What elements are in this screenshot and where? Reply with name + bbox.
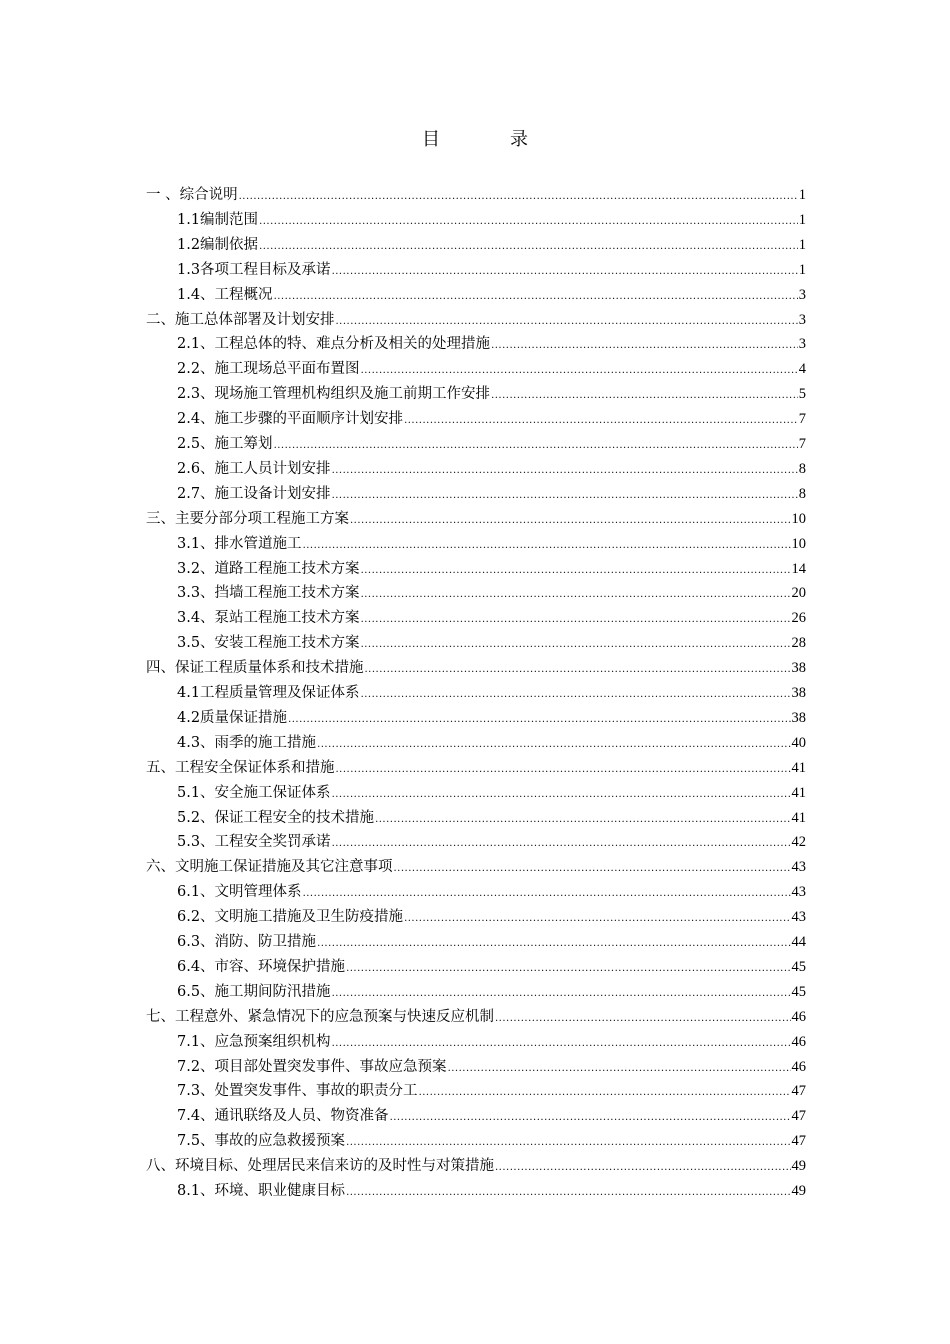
dot-leader xyxy=(375,808,790,832)
toc-entry[interactable] xyxy=(177,332,806,356)
toc-entry-label: 五、工程安全保证体系和措施 xyxy=(146,759,335,776)
toc-entry-page-number: 26 xyxy=(791,610,806,627)
toc-entry-label: 3.2、道路工程施工技术方案 xyxy=(177,560,360,577)
toc-entry[interactable] xyxy=(177,432,806,456)
toc-entry-page-number: 38 xyxy=(791,660,806,677)
toc-entry[interactable] xyxy=(177,283,806,307)
toc-entry[interactable] xyxy=(146,855,806,879)
dot-leader xyxy=(259,235,798,259)
toc-entry[interactable] xyxy=(177,1104,806,1128)
dot-leader xyxy=(336,758,791,782)
toc-entry-page-number: 1 xyxy=(798,187,806,203)
toc-entry[interactable] xyxy=(177,382,806,406)
dot-leader xyxy=(332,484,798,508)
toc-entry[interactable] xyxy=(177,681,806,705)
toc-entry-label: 7.2、项目部处置突发事件、事故应急预案 xyxy=(177,1058,447,1075)
toc-entry[interactable] xyxy=(177,706,806,730)
toc-entry-page-number: 8 xyxy=(798,460,806,477)
toc-entry-page-number: 38 xyxy=(791,685,806,701)
toc-entry-label: 二、施工总体部署及计划安排 xyxy=(146,311,335,328)
toc-entry-label: 1.1编制范围 xyxy=(177,211,259,228)
dot-leader xyxy=(288,708,790,732)
toc-entry-label: 6.2、文明施工措施及卫生防疫措施 xyxy=(177,909,404,926)
dot-leader xyxy=(404,409,798,433)
toc-entry-label: 1.4、工程概况 xyxy=(177,286,273,303)
toc-entry[interactable] xyxy=(177,905,806,929)
toc-entry-page-number: 47 xyxy=(791,1083,806,1100)
toc-entry-label: 八、环境目标、处理居民来信来访的及时性与对策措施 xyxy=(146,1158,494,1175)
dot-leader xyxy=(332,459,798,483)
toc-entry-label: 2.4、施工步骤的平面顺序计划安排 xyxy=(177,411,404,428)
toc-entry[interactable] xyxy=(177,581,806,605)
toc-entry[interactable] xyxy=(177,955,806,979)
dot-leader xyxy=(365,658,791,682)
toc-entry-page-number: 3 xyxy=(798,286,806,303)
toc-entry-page-number: 20 xyxy=(791,585,806,602)
dot-leader xyxy=(346,1181,790,1205)
toc-entry[interactable] xyxy=(177,606,806,630)
dot-leader xyxy=(332,982,791,1006)
toc-entry-label: 6.5、施工期间防汛措施 xyxy=(177,983,331,1000)
toc-entry-page-number: 41 xyxy=(791,759,806,776)
toc-entry-page-number: 47 xyxy=(791,1108,806,1125)
dot-leader xyxy=(361,633,791,657)
toc-entry-label: 5.2、保证工程安全的技术措施 xyxy=(177,809,375,826)
toc-entry[interactable] xyxy=(177,880,806,904)
toc-entry-page-number: 46 xyxy=(791,1058,806,1075)
toc-entry-page-number: 38 xyxy=(791,709,806,726)
toc-entry-label: 5.3、工程安全奖罚承诺 xyxy=(177,834,331,851)
dot-leader xyxy=(274,285,798,309)
dot-leader xyxy=(361,608,791,632)
dot-leader xyxy=(259,210,798,234)
dot-leader xyxy=(317,932,790,956)
toc-entry-label: 2.5、施工筹划 xyxy=(177,436,273,452)
toc-entry-label: 6.3、消防、防卫措施 xyxy=(177,934,317,950)
toc-entry-label: 3.5、安装工程施工技术方案 xyxy=(177,635,360,652)
dot-leader xyxy=(332,260,798,284)
toc-entry-page-number: 7 xyxy=(798,411,806,428)
dot-leader xyxy=(332,783,791,807)
toc-entry-label: 7.1、应急预案组织机构 xyxy=(177,1033,331,1050)
toc-entry[interactable] xyxy=(177,930,806,954)
toc-entry-page-number: 40 xyxy=(791,734,806,751)
toc-entry-page-number: 43 xyxy=(791,859,806,876)
toc-entry[interactable] xyxy=(177,1079,806,1103)
toc-entry-page-number: 7 xyxy=(798,436,806,452)
toc-entry[interactable] xyxy=(177,557,806,581)
toc-entry-label: 2.3、现场施工管理机构组织及施工前期工作安排 xyxy=(177,386,491,403)
toc-entry-page-number: 10 xyxy=(791,535,806,552)
toc-entry-page-number: 14 xyxy=(791,560,806,577)
toc-entry[interactable] xyxy=(146,656,806,680)
dot-leader xyxy=(336,310,798,334)
toc-entry-label: 3.1、排水管道施工 xyxy=(177,535,302,552)
toc-entry-label: 六、文明施工保证措施及其它注意事项 xyxy=(146,859,393,876)
toc-entry[interactable] xyxy=(177,457,806,481)
toc-entry-page-number: 10 xyxy=(791,510,806,527)
toc-entry[interactable] xyxy=(177,830,806,854)
toc-entry-label: 2.1、工程总体的特、难点分析及相关的处理措施 xyxy=(177,336,491,353)
toc-entry-label: 七、工程意外、紧急情况下的应急预案与快速反应机制 xyxy=(146,1008,494,1025)
dot-leader xyxy=(303,534,791,558)
toc-entry[interactable] xyxy=(177,1055,806,1079)
dot-leader xyxy=(495,1156,791,1180)
toc-entry-label: 1.2编制依据 xyxy=(177,236,259,253)
toc-entry-page-number: 41 xyxy=(791,784,806,801)
toc-entry[interactable] xyxy=(146,756,806,780)
toc-entry-page-number: 46 xyxy=(791,1008,806,1025)
dot-leader xyxy=(346,1131,790,1155)
toc-entry-label: 2.7、施工设备计划安排 xyxy=(177,485,331,502)
dot-leader xyxy=(332,832,791,856)
dot-leader xyxy=(404,907,790,931)
toc-entry[interactable] xyxy=(177,731,806,755)
toc-entry-label: 4.3、雨季的施工措施 xyxy=(177,734,317,751)
toc-entry-page-number: 41 xyxy=(791,809,806,826)
toc-entry-label: 一 、综合说明 xyxy=(146,187,238,203)
toc-entry-label: 4.2质量保证措施 xyxy=(177,709,288,726)
toc-entry[interactable] xyxy=(146,308,806,332)
toc-entry-label: 3.3、挡墙工程施工技术方案 xyxy=(177,585,360,602)
toc-entry-page-number: 49 xyxy=(791,1158,806,1175)
toc-entry-page-number: 8 xyxy=(798,485,806,502)
dot-leader xyxy=(239,185,798,209)
toc-entry-page-number: 43 xyxy=(791,884,806,901)
toc-entry-label: 2.2、施工现场总平面布置图 xyxy=(177,361,360,378)
toc-entry[interactable] xyxy=(177,781,806,805)
toc-entry-page-number: 28 xyxy=(791,635,806,652)
toc-entry[interactable] xyxy=(177,258,806,282)
toc-entry-label: 4.1工程质量管理及保证体系 xyxy=(177,685,360,701)
dot-leader xyxy=(394,857,791,881)
toc-entry-page-number: 1 xyxy=(798,236,806,253)
toc-entry[interactable] xyxy=(177,532,806,556)
dot-leader xyxy=(491,384,798,408)
toc-entry[interactable] xyxy=(177,980,806,1004)
dot-leader xyxy=(495,1007,791,1031)
toc-entry-page-number: 1 xyxy=(798,261,806,278)
dot-leader xyxy=(361,359,798,383)
toc-entry[interactable] xyxy=(177,806,806,830)
toc-entry[interactable] xyxy=(177,1030,806,1054)
toc-title: 目 录 xyxy=(422,129,554,150)
dot-leader xyxy=(361,583,791,607)
toc-entry[interactable] xyxy=(146,183,806,207)
dot-leader xyxy=(491,334,798,358)
dot-leader xyxy=(350,509,791,533)
dot-leader xyxy=(448,1057,791,1081)
dot-leader xyxy=(419,1081,791,1105)
dot-leader xyxy=(361,683,791,707)
dot-leader xyxy=(332,1032,791,1056)
toc-entry-page-number: 1 xyxy=(798,211,806,228)
toc-entry-page-number: 46 xyxy=(791,1033,806,1050)
toc-entry[interactable] xyxy=(177,357,806,381)
toc-entry[interactable] xyxy=(177,631,806,655)
dot-leader xyxy=(346,957,790,981)
toc-entry-label: 6.1、文明管理体系 xyxy=(177,884,302,901)
toc-entry-page-number: 42 xyxy=(791,834,806,851)
dot-leader xyxy=(390,1106,791,1130)
toc-entry-label: 三、主要分部分项工程施工方案 xyxy=(146,510,349,527)
toc-entry-label: 8.1、环境、职业健康目标 xyxy=(177,1183,346,1199)
toc-entry[interactable] xyxy=(177,208,806,232)
dot-leader xyxy=(274,434,798,458)
toc-entry-label: 6.4、市容、环境保护措施 xyxy=(177,958,346,975)
toc-entry-label: 7.3、处置突发事件、事故的职责分工 xyxy=(177,1083,418,1100)
toc-entry-page-number: 5 xyxy=(798,386,806,403)
toc-entry[interactable] xyxy=(177,482,806,506)
toc-entry[interactable] xyxy=(177,1179,806,1203)
toc-entry[interactable] xyxy=(177,1129,806,1153)
toc-entry-page-number: 4 xyxy=(798,361,806,378)
toc-entry-label: 7.4、通讯联络及人员、物资准备 xyxy=(177,1108,389,1125)
toc-entry-label: 3.4、泵站工程施工技术方案 xyxy=(177,610,360,627)
toc-entry-page-number: 3 xyxy=(798,311,806,328)
toc-entry[interactable] xyxy=(146,507,806,531)
dot-leader xyxy=(303,882,791,906)
toc-entry-label: 1.3各项工程目标及承诺 xyxy=(177,261,331,278)
toc-entry-page-number: 3 xyxy=(798,336,806,353)
toc-entry-page-number: 45 xyxy=(791,958,806,975)
toc-entry[interactable] xyxy=(177,233,806,257)
toc-entry-label: 5.1、安全施工保证体系 xyxy=(177,784,331,801)
dot-leader xyxy=(361,559,791,583)
toc-entry-label: 2.6、施工人员计划安排 xyxy=(177,460,331,477)
toc-entry[interactable] xyxy=(146,1154,806,1178)
toc-entry-page-number: 49 xyxy=(791,1183,806,1199)
toc-entry-page-number: 43 xyxy=(791,909,806,926)
toc-entry-label: 7.5、事故的应急救援预案 xyxy=(177,1133,346,1150)
toc-entry-page-number: 47 xyxy=(791,1133,806,1150)
toc-entry-label: 四、保证工程质量体系和技术措施 xyxy=(146,660,364,677)
toc-entry-page-number: 45 xyxy=(791,983,806,1000)
toc-entry[interactable] xyxy=(146,1005,806,1029)
toc-entry-page-number: 44 xyxy=(791,934,806,950)
dot-leader xyxy=(317,733,790,757)
toc-entry[interactable] xyxy=(177,407,806,431)
